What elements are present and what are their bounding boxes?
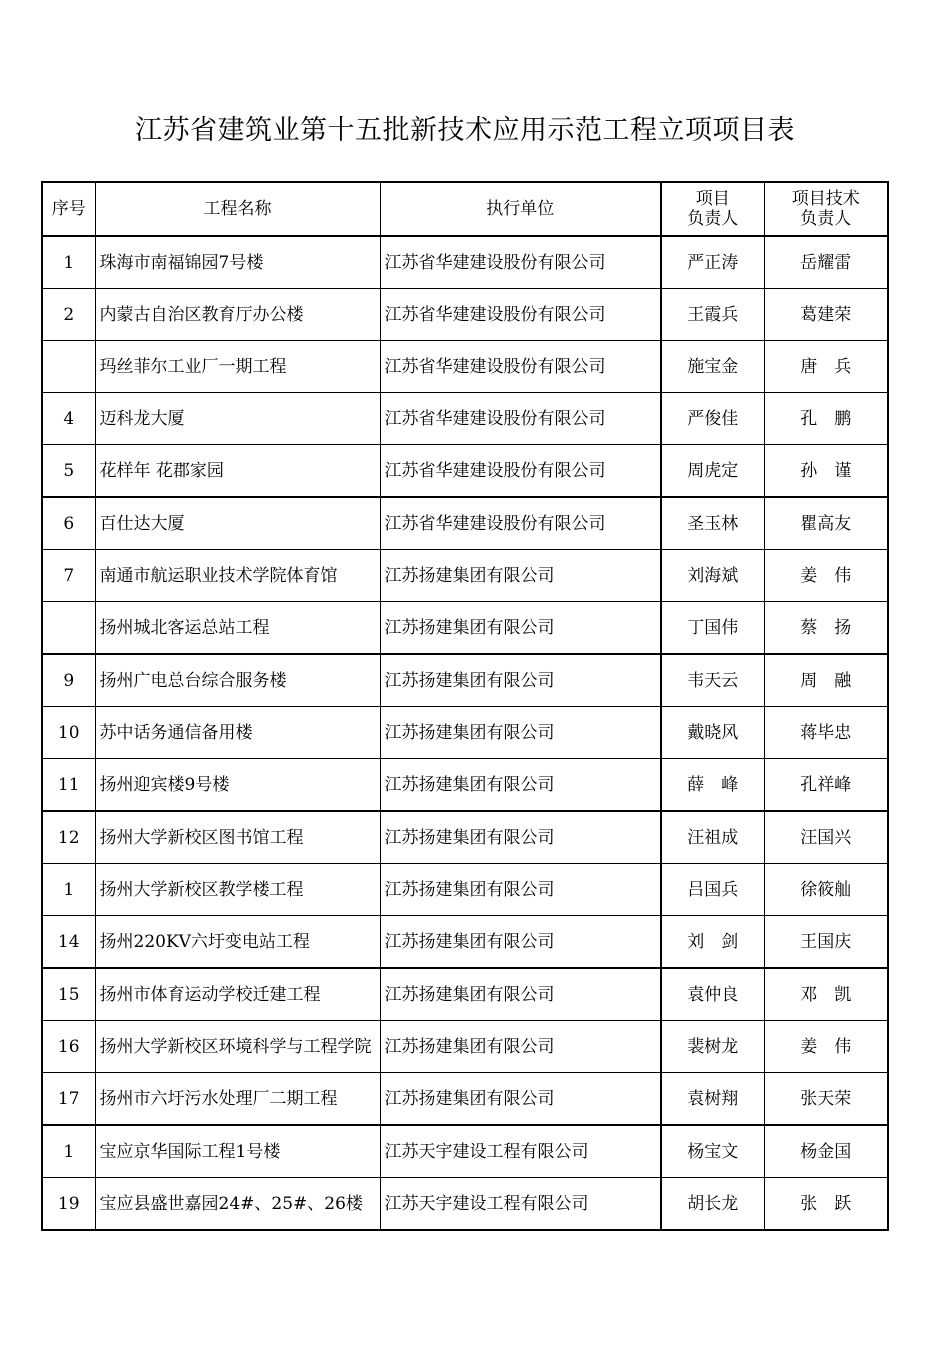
cell-leader: 汪祖成: [661, 811, 764, 864]
cell-leader: 戴晓风: [661, 707, 764, 759]
cell-name: 宝应县盛世嘉园24#、25#、26楼: [95, 1178, 380, 1231]
cell-no: 1: [42, 236, 95, 289]
cell-unit: 江苏扬建集团有限公司: [380, 550, 661, 602]
cell-unit: 江苏省华建建设股份有限公司: [380, 236, 661, 289]
table-row: [42, 968, 888, 1021]
header-tech-line1: 项目技术: [791, 189, 860, 209]
cell-no: 9: [42, 654, 95, 707]
table-row: [42, 550, 888, 602]
cell-tech: 张 跃: [764, 1178, 888, 1231]
cell-unit: 江苏扬建集团有限公司: [380, 811, 661, 864]
cell-no: [42, 341, 95, 393]
cell-leader: 杨宝文: [661, 1125, 764, 1178]
cell-leader: 刘 剑: [661, 916, 764, 969]
cell-unit: 江苏省华建建设股份有限公司: [380, 289, 661, 341]
cell-tech: 姜 伟: [764, 550, 888, 602]
cell-no: [42, 602, 95, 655]
cell-name: 花样年 花郡家园: [95, 445, 380, 498]
page-title: 江苏省建筑业第十五批新技术应用示范工程立项项目表: [135, 115, 795, 146]
cell-name: 宝应京华国际工程1号楼: [95, 1125, 380, 1178]
cell-name: 扬州220KV六圩变电站工程: [95, 916, 380, 969]
cell-leader: 薛 峰: [661, 759, 764, 812]
cell-unit: 江苏天宇建设工程有限公司: [380, 1178, 661, 1231]
cell-leader: 王霞兵: [661, 289, 764, 341]
cell-unit: 江苏扬建集团有限公司: [380, 602, 661, 655]
cell-name: 珠海市南福锦园7号楼: [95, 236, 380, 289]
cell-name: 苏中话务通信备用楼: [95, 707, 380, 759]
cell-no: 14: [42, 916, 95, 969]
cell-no: 7: [42, 550, 95, 602]
cell-name: 玛丝菲尔工业厂一期工程: [95, 341, 380, 393]
cell-no: 6: [42, 497, 95, 550]
cell-no: 19: [42, 1178, 95, 1231]
cell-unit: 江苏扬建集团有限公司: [380, 864, 661, 916]
cell-leader: 严俊佳: [661, 393, 764, 445]
cell-no: 17: [42, 1073, 95, 1126]
cell-name: 百仕达大厦: [95, 497, 380, 550]
cell-tech: 王国庆: [764, 916, 888, 969]
cell-unit: 江苏省华建建设股份有限公司: [380, 341, 661, 393]
header-leader: [661, 182, 764, 236]
cell-name: 内蒙古自治区教育厅办公楼: [95, 289, 380, 341]
header-no: 序号: [42, 182, 95, 236]
cell-unit: 江苏扬建集团有限公司: [380, 968, 661, 1021]
cell-leader: 袁树翔: [661, 1073, 764, 1126]
cell-unit: 江苏省华建建设股份有限公司: [380, 497, 661, 550]
cell-leader: 圣玉林: [661, 497, 764, 550]
cell-tech: 徐筱舢: [764, 864, 888, 916]
cell-tech: 葛建荣: [764, 289, 888, 341]
cell-tech: 瞿高友: [764, 497, 888, 550]
cell-tech: 邓 凯: [764, 968, 888, 1021]
header-tech: [764, 182, 888, 236]
cell-unit: 江苏扬建集团有限公司: [380, 707, 661, 759]
table-row: [42, 864, 888, 916]
table-row: [42, 916, 888, 969]
table-row: [42, 759, 888, 812]
cell-unit: 江苏扬建集团有限公司: [380, 759, 661, 812]
table-row: [42, 393, 888, 445]
cell-tech: 孔 鹏: [764, 393, 888, 445]
cell-unit: 江苏扬建集团有限公司: [380, 916, 661, 969]
cell-no: 1: [42, 1125, 95, 1178]
cell-unit: 江苏天宇建设工程有限公司: [380, 1125, 661, 1178]
cell-leader: 袁仲良: [661, 968, 764, 1021]
cell-leader: 裴树龙: [661, 1021, 764, 1073]
table-row: [42, 1021, 888, 1073]
table-row: [42, 236, 888, 289]
header-tech-line2: 负责人: [800, 209, 852, 229]
cell-tech: 周 融: [764, 654, 888, 707]
table-row: [42, 341, 888, 393]
cell-unit: 江苏省华建建设股份有限公司: [380, 393, 661, 445]
project-table: [41, 181, 889, 1231]
cell-leader: 胡长龙: [661, 1178, 764, 1231]
table-row: [42, 707, 888, 759]
cell-leader: 严正涛: [661, 236, 764, 289]
table-row: [42, 497, 888, 550]
cell-name: 扬州市六圩污水处理厂二期工程: [95, 1073, 380, 1126]
cell-name: 扬州广电总台综合服务楼: [95, 654, 380, 707]
cell-name: 扬州市体育运动学校迁建工程: [95, 968, 380, 1021]
cell-leader: 丁国伟: [661, 602, 764, 655]
table-row: [42, 289, 888, 341]
header-name: 工程名称: [95, 182, 380, 236]
table-row: [42, 445, 888, 498]
cell-unit: 江苏扬建集团有限公司: [380, 1021, 661, 1073]
cell-no: 2: [42, 289, 95, 341]
cell-tech: 孔祥峰: [764, 759, 888, 812]
cell-no: 16: [42, 1021, 95, 1073]
table-row: [42, 1178, 888, 1231]
cell-no: 4: [42, 393, 95, 445]
cell-no: 15: [42, 968, 95, 1021]
header-unit: 执行单位: [380, 182, 661, 236]
cell-no: 1: [42, 864, 95, 916]
cell-unit: 江苏扬建集团有限公司: [380, 654, 661, 707]
cell-no: 10: [42, 707, 95, 759]
header-leader-line2: 负责人: [687, 209, 739, 229]
table-row: [42, 811, 888, 864]
cell-tech: 岳耀雷: [764, 236, 888, 289]
cell-no: 12: [42, 811, 95, 864]
cell-name: 迈科龙大厦: [95, 393, 380, 445]
table-row: [42, 602, 888, 655]
header-leader-line1: 项目: [695, 189, 730, 209]
cell-tech: 张天荣: [764, 1073, 888, 1126]
table-row: [42, 1073, 888, 1126]
cell-unit: 江苏扬建集团有限公司: [380, 1073, 661, 1126]
cell-tech: 杨金国: [764, 1125, 888, 1178]
cell-no: 5: [42, 445, 95, 498]
cell-name: 扬州大学新校区环境科学与工程学院: [95, 1021, 380, 1073]
cell-leader: 韦天云: [661, 654, 764, 707]
cell-no: 11: [42, 759, 95, 812]
cell-name: 扬州迎宾楼9号楼: [95, 759, 380, 812]
cell-tech: 孙 谨: [764, 445, 888, 498]
cell-name: 扬州大学新校区图书馆工程: [95, 811, 380, 864]
cell-name: 扬州城北客运总站工程: [95, 602, 380, 655]
cell-name: 扬州大学新校区教学楼工程: [95, 864, 380, 916]
cell-tech: 姜 伟: [764, 1021, 888, 1073]
table-row: [42, 1125, 888, 1178]
cell-leader: 周虎定: [661, 445, 764, 498]
cell-leader: 施宝金: [661, 341, 764, 393]
cell-tech: 蔡 扬: [764, 602, 888, 655]
table-row: [42, 654, 888, 707]
cell-leader: 刘海斌: [661, 550, 764, 602]
cell-leader: 吕国兵: [661, 864, 764, 916]
cell-name: 南通市航运职业技术学院体育馆: [95, 550, 380, 602]
cell-tech: 唐 兵: [764, 341, 888, 393]
cell-tech: 蒋毕忠: [764, 707, 888, 759]
cell-tech: 汪国兴: [764, 811, 888, 864]
table-header-row: [42, 182, 888, 236]
cell-unit: 江苏省华建建设股份有限公司: [380, 445, 661, 498]
